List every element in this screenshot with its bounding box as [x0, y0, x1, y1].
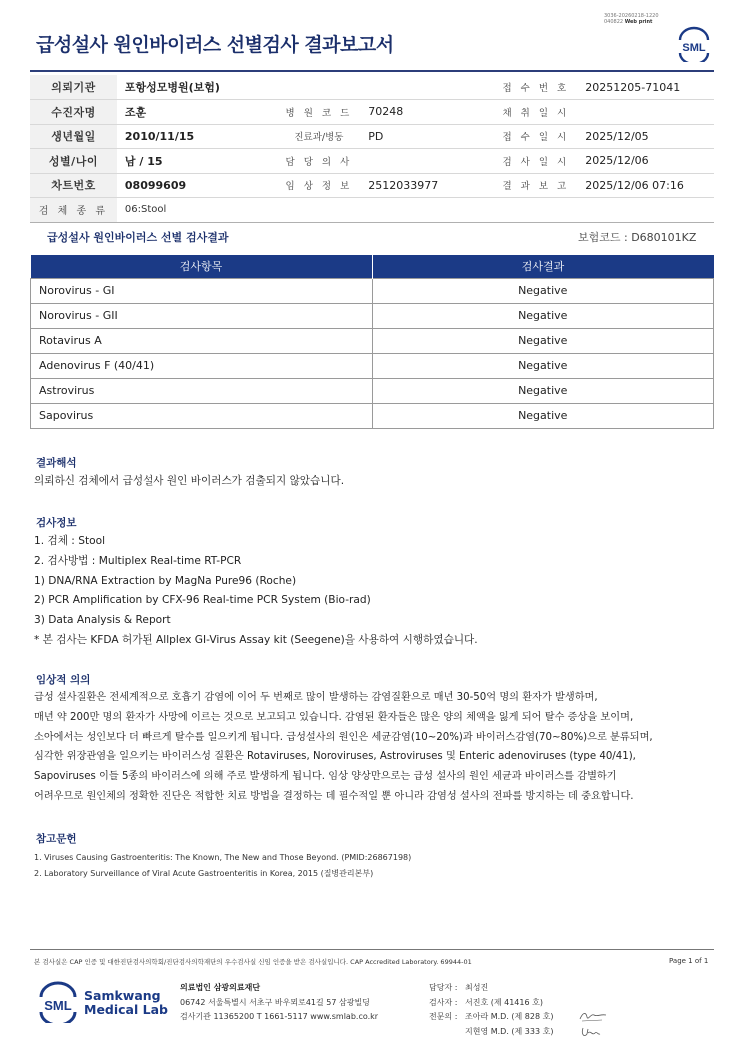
specialist-value-1: 조아라 M.D. (제 828 호) [465, 1012, 554, 1021]
test-info-line: 2. 검사방법 : Multiplex Real-time RT-PCR [34, 554, 242, 567]
request-org-value: 포항성모병원(보험) [117, 75, 495, 100]
test-info-line: * 본 검사는 KFDA 허가된 Allplex GI-Virus Assay kit (Seegene)을 사용하여 시행하였습니다. [34, 633, 478, 646]
clinical-value: 2512033977 [360, 173, 494, 198]
test-result: Negative [372, 353, 714, 378]
request-org-label: 의뢰기관 [30, 75, 117, 100]
test-item: Adenovirus F (40/41) [31, 353, 373, 378]
test-item: Sapovirus [31, 403, 373, 428]
interpretation-text: 의뢰하신 검체에서 급성설사 원인 바이러스가 검출되지 않았습니다. [34, 475, 345, 487]
signature-1-icon [578, 1009, 608, 1025]
receipt-no-value: 20251205-71041 [577, 75, 714, 100]
clinical-label: 임 상 정 보 [278, 173, 361, 198]
test-date-value: 2025/12/06 [577, 149, 714, 174]
test-item: Norovirus - GII [31, 303, 373, 328]
table-row [31, 328, 714, 353]
stamp-web-print: 040822 Web print [604, 19, 653, 25]
insurance-code: 보험코드 : D680101KZ [578, 231, 697, 244]
dob-label: 생년월일 [30, 124, 117, 149]
test-info-line: 2) PCR Amplification by CFX-96 Real-time PCR System (Bio-rad) [34, 594, 371, 607]
specialist-value-2: 지현영 M.D. (제 333 호) [465, 1026, 554, 1036]
test-info-line: 3) Data Analysis & Report [34, 614, 171, 627]
clinical-heading: 임상적 의의 [36, 674, 91, 686]
collect-date-value [577, 100, 714, 125]
table-row [31, 403, 714, 428]
test-result: Negative [372, 278, 714, 303]
result-table [30, 255, 714, 429]
header-test-result: 검사결과 [372, 255, 714, 278]
doctor-value [360, 149, 494, 174]
test-info-list [34, 532, 478, 651]
sml-logo-bottom-icon [36, 981, 80, 1023]
hospital-code-value: 70248 [360, 100, 494, 125]
org-name: 의료법인 삼광의료재단 [180, 983, 261, 992]
interpretation-heading: 결과해석 [36, 457, 77, 469]
patient-info-table [30, 75, 714, 223]
specimen-value: 06:Stool [117, 198, 714, 223]
result-section-title: 급성설사 원인바이러스 선별 검사결과 [47, 231, 229, 244]
receipt-date-label: 접 수 일 시 [494, 124, 577, 149]
clinical-line: 소아에서는 성인보다 더 빠르게 탈수를 일으키게 됩니다. 급성설사의 원인은 세균감염(10~20%)과 바이러스감염(70~80%)으로 분류되며, [34, 731, 653, 743]
report-value: 2025/12/06 07:16 [577, 173, 714, 198]
reference-line: 1. Viruses Causing Gastroenteritis: The Known, The New and Those Beyond. (PMID:26867198) [34, 853, 412, 862]
result-header-row [31, 255, 714, 278]
clinical-line: Sapoviruses 이들 5종의 바이러스에 의해 주로 발생하게 됩니다. 임상 양상만으로는 급성 설사의 원인 세균과 바이러스를 감별하기 [34, 771, 617, 783]
staff-info [429, 981, 553, 1039]
page-number: Page 1 of 1 [669, 957, 709, 965]
patient-value: 조훈 [117, 100, 278, 125]
patient-label: 수진자명 [30, 100, 117, 125]
hospital-code-label: 병 원 코 드 [278, 100, 361, 125]
tester-value: 서진호 (제 41416 호) [465, 997, 543, 1007]
receipt-no-label: 접 수 번 호 [494, 75, 577, 100]
svg-text:SML: SML [682, 42, 706, 54]
test-date-label: 검 사 일 시 [494, 149, 577, 174]
chart-no-value: 08099609 [117, 173, 278, 198]
sex-age-value: 남 / 15 [117, 149, 278, 174]
specimen-label: 검 체 종 류 [30, 198, 117, 223]
sex-age-label: 성별/나이 [30, 149, 117, 174]
organization-info [180, 981, 378, 1025]
table-row [31, 378, 714, 403]
test-item: Astrovirus [31, 378, 373, 403]
title-divider [30, 70, 714, 72]
info-row [30, 149, 714, 174]
test-info-line: 1) DNA/RNA Extraction by MagNa Pure96 (Roche) [34, 574, 297, 587]
stamp-id: 3036-20260218-1220 [604, 13, 659, 19]
sml-logo-icon [674, 26, 714, 62]
dept-label: 진료과/병동 [278, 124, 361, 149]
chart-no-label: 차트번호 [30, 173, 117, 198]
clinical-line: 급성 설사질환은 전세계적으로 호흡기 감염에 이어 두 번째로 많이 발생하는 감염질환으로 매년 30-50억 명의 환자가 발생하며, [34, 692, 598, 703]
receipt-date-value: 2025/12/05 [577, 124, 714, 149]
brand-name: Samkwang Medical Lab [84, 988, 168, 1017]
clinical-line: 매년 약 200만 명의 환자가 사망에 이르는 것으로 보고되고 있습니다. 감염된 환자들은 많은 양의 체액을 잃게 되어 탈수 증상을 보이며, [34, 711, 634, 723]
test-info-line: 1. 검체 : Stool [34, 535, 106, 547]
dob-value: 2010/11/15 [117, 124, 278, 149]
collect-date-label: 채 취 일 시 [494, 100, 577, 125]
report-title: 급성설사 원인바이러스 선별검사 결과보고서 [36, 34, 394, 56]
test-item: Norovirus - GI [31, 278, 373, 303]
info-row [30, 100, 714, 125]
references-list [34, 850, 411, 882]
info-row [30, 198, 714, 223]
table-row [31, 278, 714, 303]
test-info-heading: 검사정보 [36, 517, 77, 529]
manager-value: 최성진 [465, 983, 489, 992]
svg-text:SML: SML [44, 998, 72, 1013]
tester-label: 검사자 : [429, 997, 458, 1007]
test-result: Negative [372, 328, 714, 353]
reference-line: 2. Laboratory Surveillance of Viral Acute Gastroenteritis in Korea, 2015 (질병관리본부) [34, 869, 374, 878]
org-address: 06742 서울특별시 서초구 바우뫼로41길 57 삼광빌딩 [180, 997, 370, 1007]
org-contact: 검사기관 11365200 T 1661-5117 www.smlab.co.kr [180, 1012, 379, 1021]
dept-value: PD [360, 124, 494, 149]
report-label: 결 과 보 고 [494, 173, 577, 198]
accreditation-note: 본 검사실은 CAP 인증 및 대한진단검사의학회/진단검사의학재단의 우수검사실 신임 인증을 받은 검사실입니다. CAP Accredited Laboratory. 69944-01 [34, 958, 472, 966]
test-result: Negative [372, 403, 714, 428]
test-item: Rotavirus A [31, 328, 373, 353]
table-row [31, 353, 714, 378]
header-test-item: 검사항목 [31, 255, 373, 278]
print-stamp [604, 13, 659, 25]
clinical-line: 심각한 위장관염을 일으키는 바이러스성 질환은 Rotaviruses, Noroviruses, Astroviruses 및 Enteric adenoviruses (type 40/41), [34, 751, 636, 763]
signature-2-icon [578, 1024, 608, 1040]
test-result: Negative [372, 378, 714, 403]
info-row [30, 75, 714, 100]
clinical-text [34, 688, 653, 807]
footer-divider [30, 949, 714, 950]
test-result: Negative [372, 303, 714, 328]
references-heading: 참고문헌 [36, 833, 77, 845]
specialist-label: 전문의 : [429, 1012, 458, 1021]
clinical-line: 어려우므로 원인체의 정확한 진단은 적합한 치료 방법을 결정하는 데 필수적일 뿐 아니라 감염성 설사의 전파를 방지하는 데 중요합니다. [34, 790, 634, 802]
manager-label: 담당자 : [429, 983, 458, 992]
info-row [30, 173, 714, 198]
doctor-label: 담 당 의 사 [278, 149, 361, 174]
table-row [31, 303, 714, 328]
info-row [30, 124, 714, 149]
